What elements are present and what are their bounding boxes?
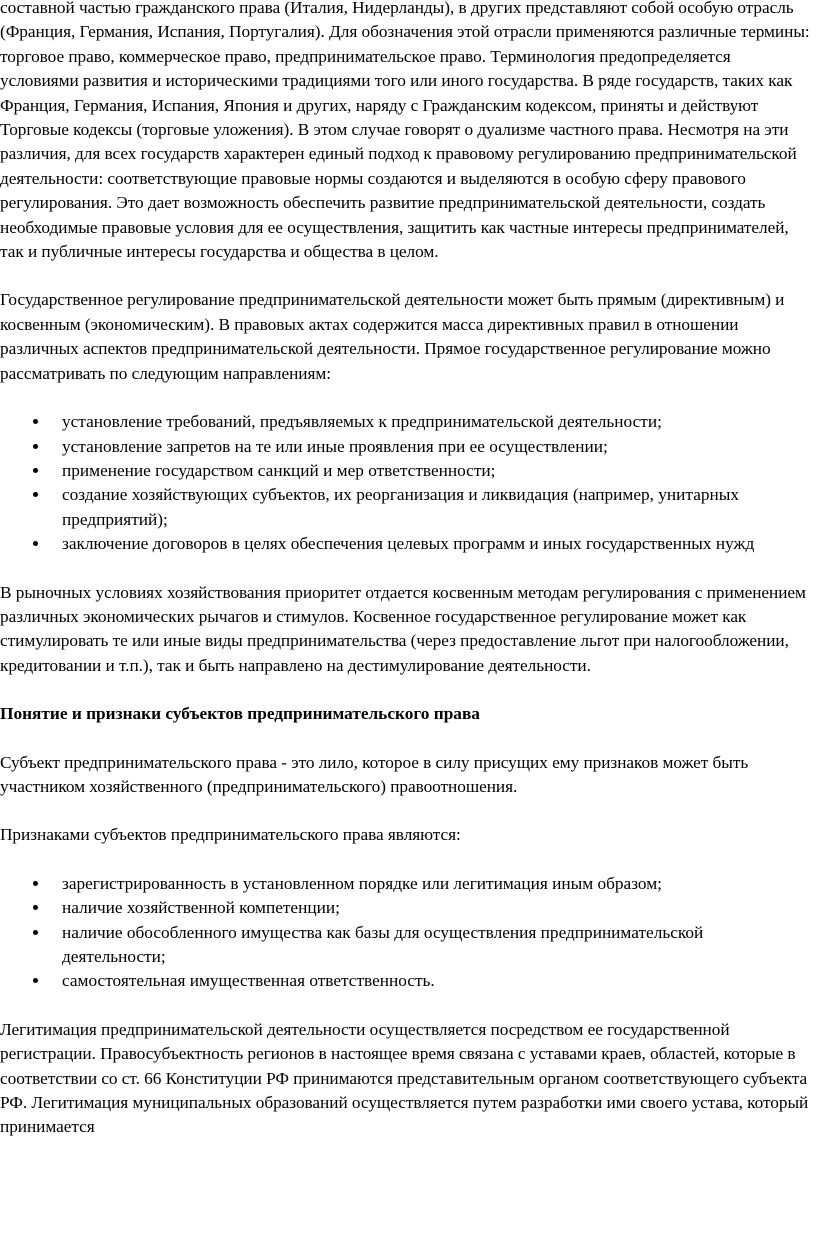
paragraph-subject-features-intro: Признаками субъектов предпринимательского права являются: [0, 825, 461, 845]
list-item [62, 969, 810, 993]
bullet-icon [30, 896, 40, 920]
list-item-text: создание хозяйствующих субъектов, их реорганизация и ликвидация (например, унитарных предприятий); [62, 485, 740, 529]
list-item-text: установление требований, предъявляемых к предпринимательской деятельности; [62, 412, 662, 432]
list-item-text: зарегистрированность в установленном порядке или легитимация иным образом; [62, 873, 662, 893]
paragraph-legitimation: Легитимация предпринимательской деятельности осуществляется посредством ее государственной регистрации. Правосубъектность регионов в настоящее время связана с уставами краев, областей, которые в соответствии со ст. 66 Конституции РФ принимаются представительным органом соответствующего субъекта РФ. Легитимация муниципальных образований осуществляется путем разработки ими своего устава, который принимается [0, 1019, 809, 1137]
bullet-icon [30, 410, 40, 434]
bullet-icon [30, 872, 40, 896]
direct-regulation-list [0, 410, 810, 556]
list-item [62, 872, 810, 896]
list-item-text: применение государством санкций и мер ответственности; [62, 460, 496, 480]
list-item-text: заключение договоров в целях обеспечения целевых программ и иных государственных нужд [62, 534, 755, 554]
list-item [62, 483, 810, 532]
list-item [62, 435, 810, 459]
paragraph-state-regulation: Государственное регулирование предпринимательской деятельности может быть прямым (директивным) и косвенным (экономическим). В правовых актах содержится масса директивных правил в отношении различных аспектов предпринимательской деятельности. Прямое государственное регулирование можно рассматривать по следующим направлениям: [0, 290, 785, 383]
bullet-icon [30, 921, 40, 945]
paragraph-intro: составной частью гражданского права (Италия, Нидерланды), в других представляют собой особую отрасль (Франция, Германия, Испания, Португалия). Для обозначения этой отрасли применяются различные термины: торговое право, коммерческое право, предпринимательское право. Терминология предопределяется условиями развития и историческими традициями того или иного государства. В ряде государств, таких как Франция, Германия, Испания, Япония и других, наряду с Гражданским кодексом, приняты и действуют Торговые кодексы (торговые уложения). В этом случае говорят о дуализме частного права. Несмотря на эти различия, для всех государств характерен единый подход к правовому регулированию предпринимательской деятельности: соответствующие правовые нормы создаются и выделяются в особую сферу правового регулирования. Это дает возможность обеспечить развитие предпринимательской деятельности, создать необходимые правовые условия для ее осуществления, защитить как частные интересы предпринимателей, так и публичные интересы государства и общества в целом. [0, 0, 810, 262]
list-item-text: наличие обособленного имущества как базы для осуществления предпринимательской деятельности; [62, 922, 704, 966]
bullet-icon [30, 969, 40, 993]
bullet-icon [30, 459, 40, 483]
subject-features-list [0, 872, 810, 994]
paragraph-subject-definition: Субъект предпринимательского права - это лило, которое в силу присущих ему признаков может быть участником хозяйственного (предпринимательского) правоотношения. [0, 752, 749, 796]
list-item [62, 459, 810, 483]
paragraph-indirect-regulation: В рыночных условиях хозяйствования приоритет отдается косвенным методам регулирования с применением различных экономических рычагов и стимулов. Косвенное государственное регулирование может как стимулировать те или иные виды предпринимательства (через предоставление льгот при налогообложении, кредитовании и т.п.), так и быть направлено на дестимулирование деятельности. [0, 582, 806, 675]
bullet-icon [30, 483, 40, 507]
list-item [62, 410, 810, 434]
section-heading: Понятие и признаки субъектов предпринимательского права [0, 704, 480, 724]
list-item [62, 896, 810, 920]
list-item-text: самостоятельная имущественная ответственность. [62, 971, 435, 991]
list-item [62, 921, 810, 970]
list-item [62, 532, 810, 556]
list-item-text: наличие хозяйственной компетенции; [62, 898, 340, 918]
bullet-icon [30, 435, 40, 459]
list-item-text: установление запретов на те или иные проявления при ее осуществлении; [62, 436, 608, 456]
bullet-icon [30, 532, 40, 556]
